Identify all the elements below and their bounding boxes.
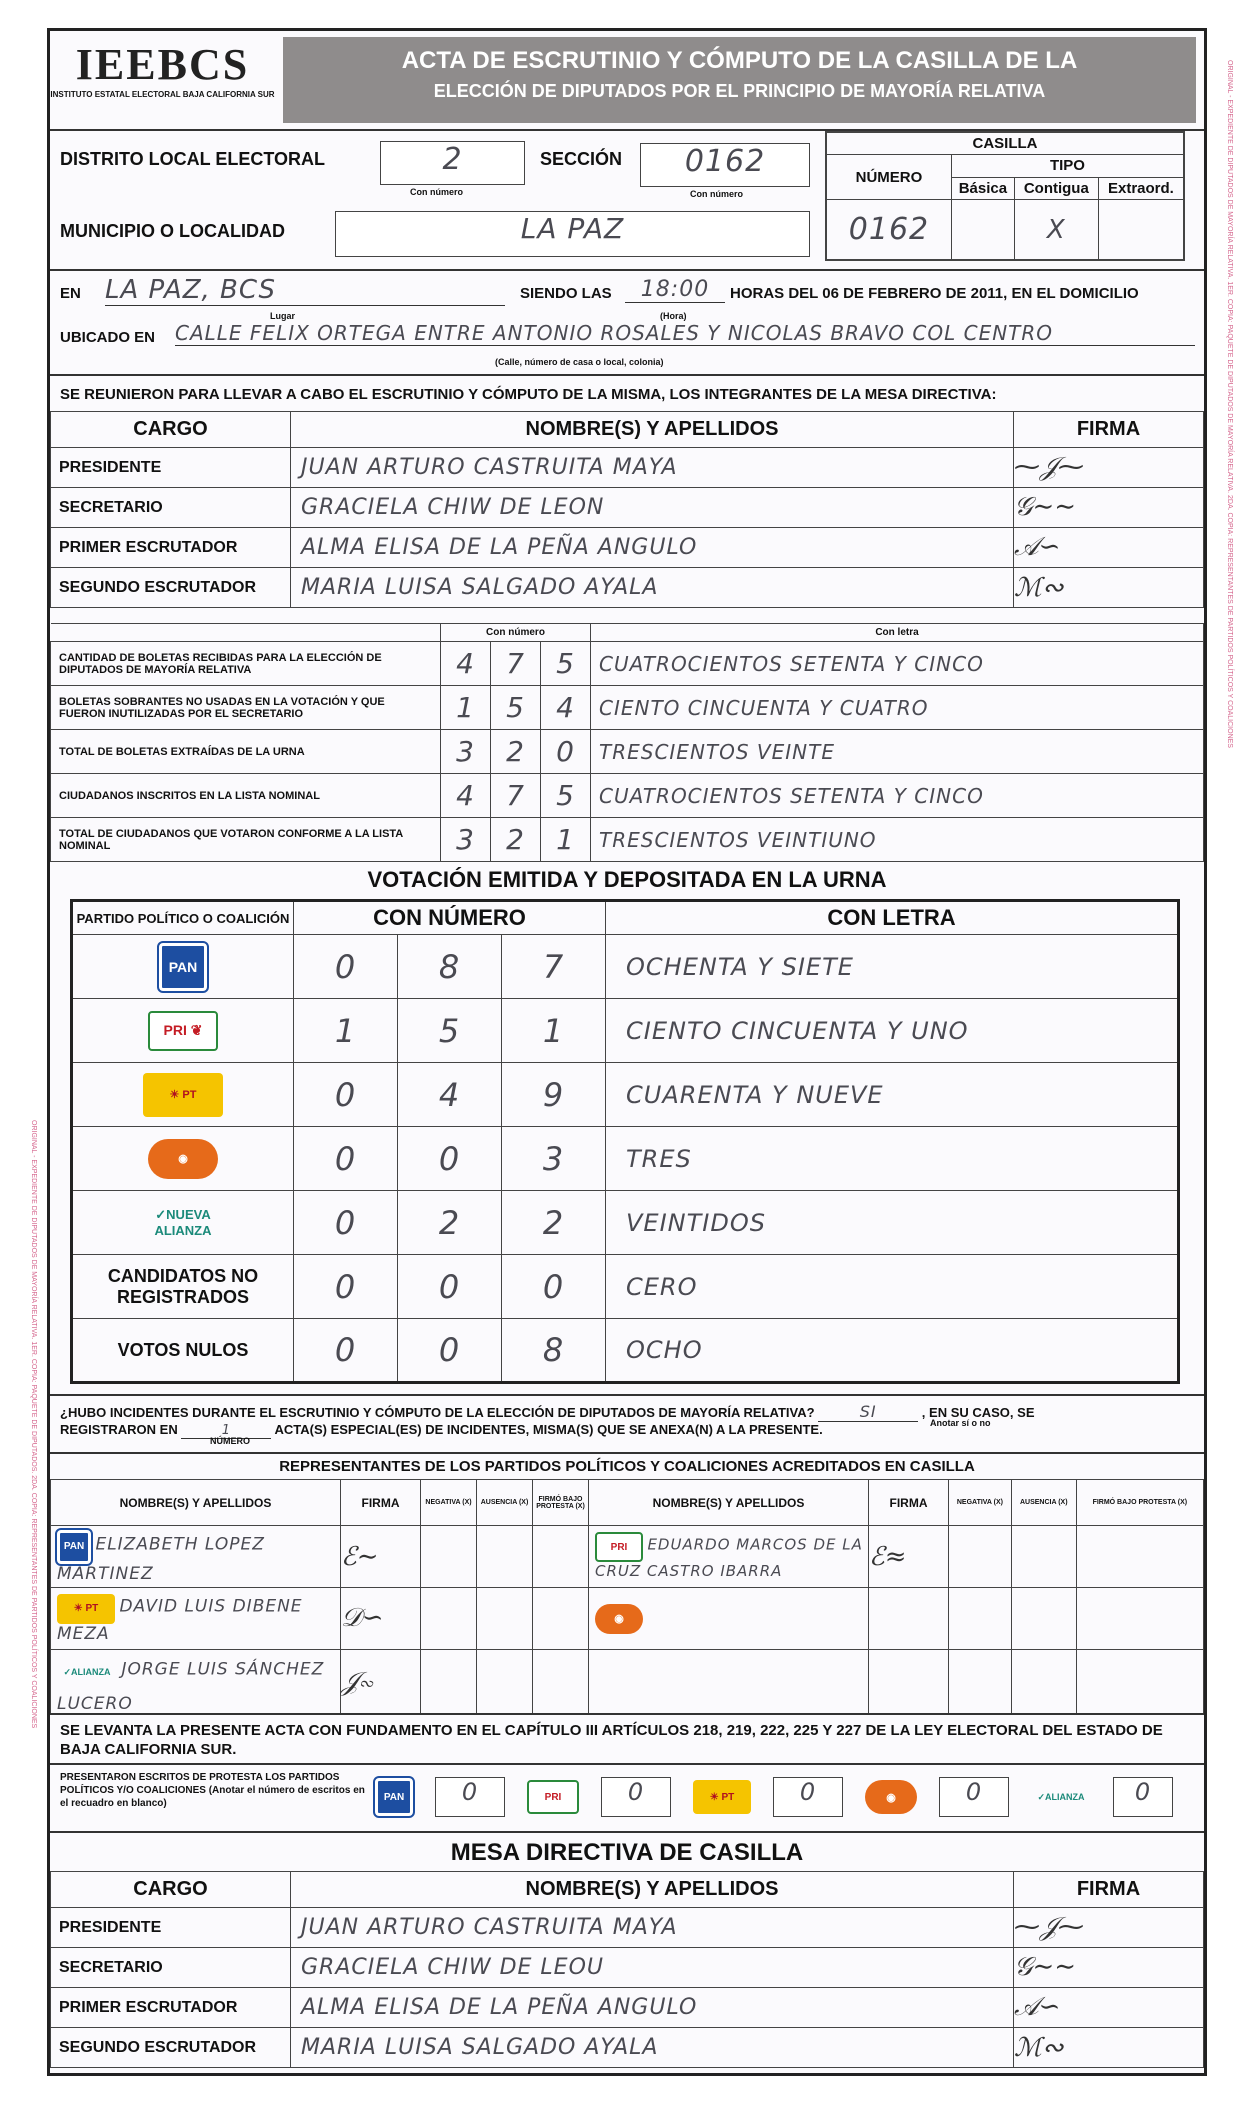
digit[interactable]: 1 — [441, 686, 491, 730]
hora-hint: (Hora) — [660, 311, 687, 321]
letra-cell[interactable]: OCHENTA Y SIETE — [606, 935, 1179, 999]
letra-cell[interactable]: TRESCIENTOS VEINTIUNO — [591, 818, 1204, 862]
boleta-label: CIUDADANOS INSCRITOS EN LA LISTA NOMINAL — [51, 774, 441, 818]
siendo-label: SIENDO LAS — [520, 285, 612, 302]
col-con-numero: CON NÚMERO — [294, 901, 606, 935]
document-title — [283, 37, 1196, 123]
boleta-label: TOTAL DE BOLETAS EXTRAÍDAS DE LA URNA — [51, 730, 441, 774]
letra-cell[interactable]: CUARENTA Y NUEVE — [606, 1063, 1179, 1127]
col-cargo: CARGO — [51, 1872, 291, 1908]
title-line-1: ACTA DE ESCRUTINIO Y CÓMPUTO DE LA CASILLA DE LA — [401, 47, 1078, 74]
col-ausencia: AUSENCIA (X) — [477, 1480, 533, 1526]
boletas-table — [50, 623, 1204, 862]
col-partido: PARTIDO POLÍTICO O COALICIÓN — [72, 901, 294, 935]
incidentes-section — [50, 1394, 1204, 1452]
signature — [869, 1588, 949, 1650]
side-notice-left: ORIGINAL - EXPEDIENTE DE DIPUTADOS DE MAYORÍA RELATIVA. 1ER. COPIA: PAQUETE DE DIPUTADOS. 2DA. COPIA: REPRESENTANTES DE PARTIDOS POLÍTICOS Y COALICIONES — [30, 1120, 37, 1729]
nueva-alianza-logo: ✓NUEVA ALIANZA — [154, 1207, 212, 1238]
answer-hint: Anotar sí o no — [930, 1418, 991, 1428]
side-notice-right: ORIGINAL - EXPEDIENTE DE DIPUTADOS DE MAYORÍA RELATIVA. 1ER. COPIA: PAQUETE DE DIPUTADOS DE MAYORÍA RELATIVA. 2DA. COPIA: REPRESENTANTES DE PARTIDOS POLÍTICOS Y COALICIONES — [1226, 60, 1233, 748]
digit[interactable]: 1 — [541, 818, 591, 862]
nombre-cell[interactable]: JUAN ARTURO CASTRUITA MAYA — [291, 448, 1014, 488]
protesta-count[interactable]: 0 — [601, 1777, 671, 1817]
nueva-alianza-logo: ✓ALIANZA — [63, 1666, 111, 1677]
check[interactable] — [477, 1650, 533, 1715]
signature: ℰ∼ — [341, 1526, 421, 1588]
no-registrados-label: CANDIDATOS NO REGISTRADOS — [72, 1255, 294, 1319]
rep-name[interactable]: DAVID LUIS DIBENE MEZA — [57, 1596, 303, 1644]
digit[interactable]: 0 — [294, 935, 398, 999]
digit[interactable]: 8 — [502, 1319, 606, 1383]
signature: 𝒢∼∼ — [1014, 1948, 1204, 1988]
incidentes-num[interactable]: 1 — [181, 1423, 271, 1439]
check[interactable] — [421, 1650, 477, 1715]
distrito-label: DISTRITO LOCAL ELECTORAL — [60, 149, 326, 169]
check[interactable] — [1076, 1588, 1203, 1650]
logo-mark: IEEBCS — [75, 40, 250, 89]
nueva-alianza-logo: ✓ALIANZA — [1037, 1791, 1085, 1802]
col-con-numero: Con número — [441, 624, 591, 642]
check[interactable] — [421, 1588, 477, 1650]
pri-verde-logo: PRI — [527, 1780, 579, 1814]
col-firma: FIRMA — [1014, 412, 1204, 448]
digit[interactable]: 4 — [441, 774, 491, 818]
tipo-contigua-check[interactable]: X — [1014, 200, 1098, 260]
digit[interactable]: 2 — [491, 730, 541, 774]
pan-logo: PAN — [159, 943, 207, 991]
casilla-numero-label: NÚMERO — [827, 155, 952, 200]
digit[interactable]: 7 — [502, 935, 606, 999]
nombre-cell[interactable]: GRACIELA CHIW DE LEOU — [291, 1948, 1014, 1988]
digit[interactable]: 0 — [294, 1127, 398, 1191]
mesa-table-top — [50, 411, 1204, 608]
digit[interactable]: 5 — [398, 999, 502, 1063]
cargo-cell: PRIMER ESCRUTADOR — [51, 1988, 291, 2028]
check[interactable] — [1011, 1588, 1076, 1650]
digit[interactable]: 8 — [398, 935, 502, 999]
lugar-hint: Lugar — [270, 311, 296, 321]
en-label: EN — [60, 285, 81, 302]
letra-cell[interactable]: OCHO — [606, 1319, 1179, 1383]
digit[interactable]: 4 — [541, 686, 591, 730]
col-cargo: CARGO — [51, 412, 291, 448]
pri-verde-logo: PRI — [595, 1532, 643, 1562]
pan-logo: PAN — [57, 1530, 91, 1564]
institute-logo — [50, 31, 275, 129]
casilla-tipo-label: TIPO — [951, 155, 1183, 177]
mesa-bottom-title: MESA DIRECTIVA DE CASILLA — [50, 1831, 1204, 1873]
casilla-title: CASILLA — [827, 133, 1184, 155]
digit[interactable]: 3 — [441, 730, 491, 774]
lugar-section — [50, 269, 1204, 369]
digit[interactable]: 1 — [294, 999, 398, 1063]
digit[interactable]: 0 — [294, 1255, 398, 1319]
incidentes-answer[interactable]: SI — [818, 1402, 918, 1422]
letra-cell[interactable]: CUATROCIENTOS SETENTA Y CINCO — [591, 774, 1204, 818]
cargo-cell: PRESIDENTE — [51, 1908, 291, 1948]
col-ausencia-2: AUSENCIA (X) — [1011, 1480, 1076, 1526]
pri-verde-logo: PRI ❦ — [148, 1011, 218, 1051]
col-protesta-2: FIRMÓ BAJO PROTESTA (X) — [1076, 1480, 1203, 1526]
letra-cell[interactable]: CERO — [606, 1255, 1179, 1319]
mesa-table-bottom — [50, 1871, 1204, 2068]
signature: 𝒥∾ — [341, 1650, 421, 1715]
seccion-hint: Con número — [690, 189, 743, 199]
digit[interactable]: 0 — [294, 1191, 398, 1255]
casilla-box — [825, 131, 1185, 261]
votacion-title: VOTACIÓN EMITIDA Y DEPOSITADA EN LA URNA — [367, 867, 887, 892]
prd-pt-logo: ☀ PT — [143, 1073, 223, 1117]
letra-cell[interactable]: VEINTIDOS — [606, 1191, 1179, 1255]
convergencia-logo: ◉ — [865, 1780, 917, 1814]
cargo-cell: SEGUNDO ESCRUTADOR — [51, 2028, 291, 2068]
digit[interactable]: 0 — [541, 730, 591, 774]
votacion-table — [70, 899, 1180, 1384]
signature: ⁓𝒥⁓ — [1014, 1908, 1204, 1948]
digit[interactable]: 7 — [491, 774, 541, 818]
nombre-cell[interactable]: MARIA LUISA SALGADO AYALA — [291, 568, 1014, 608]
check[interactable] — [533, 1650, 589, 1715]
rep-name[interactable]: ELIZABETH LOPEZ MARTINEZ — [57, 1534, 265, 1584]
col-firma: FIRMA — [1014, 1872, 1204, 1908]
digit[interactable]: 0 — [398, 1319, 502, 1383]
check[interactable] — [477, 1526, 533, 1588]
signature: 𝒢∼∼ — [1014, 488, 1204, 528]
incidentes-question: ¿HUBO INCIDENTES DURANTE EL ESCRUTINIO Y CÓMPUTO DE LA ELECCIÓN DE DIPUTADOS DE MAYORÍA RELATIVA? — [60, 1405, 815, 1420]
letra-cell[interactable]: CUATROCIENTOS SETENTA Y CINCO — [591, 642, 1204, 686]
convergencia-logo: ◉ — [595, 1604, 643, 1634]
signature: 𝒜∽ — [1014, 1988, 1204, 2028]
check[interactable] — [1011, 1650, 1076, 1715]
digit[interactable]: 7 — [491, 642, 541, 686]
letra-cell[interactable]: TRESCIENTOS VEINTE — [591, 730, 1204, 774]
col-nombres-2: NOMBRE(S) Y APELLIDOS — [589, 1480, 869, 1526]
boleta-label: TOTAL DE CIUDADANOS QUE VOTARON CONFORME A LA LISTA NOMINAL — [51, 818, 441, 862]
empty-cell — [869, 1650, 949, 1715]
seccion-field[interactable]: 0162 — [640, 143, 810, 187]
col-protesta: FIRMÓ BAJO PROTESTA (X) — [533, 1480, 589, 1526]
header — [50, 31, 1204, 131]
cargo-cell: PRIMER ESCRUTADOR — [51, 528, 291, 568]
seccion-label: SECCIÓN — [540, 149, 623, 169]
pan-logo: PAN — [375, 1778, 413, 1816]
protesta-count[interactable]: 0 — [435, 1777, 505, 1817]
tipo-contigua-label: Contigua — [1014, 177, 1098, 199]
letra-cell[interactable]: CIENTO CINCUENTA Y UNO — [606, 999, 1179, 1063]
col-firma-2: FIRMA — [869, 1480, 949, 1526]
cargo-cell: SEGUNDO ESCRUTADOR — [51, 568, 291, 608]
digit[interactable]: 3 — [441, 818, 491, 862]
fecha-text: HORAS DEL 06 DE FEBRERO DE 2011, EN EL DOMICILIO — [730, 285, 1139, 302]
tipo-basica-check[interactable] — [951, 200, 1014, 260]
digit[interactable]: 4 — [441, 642, 491, 686]
signature: ℰ≈ — [869, 1526, 949, 1588]
digit[interactable]: 0 — [398, 1255, 502, 1319]
digit[interactable]: 5 — [541, 774, 591, 818]
check[interactable] — [949, 1650, 1012, 1715]
registraron-label: REGISTRARON EN — [60, 1422, 178, 1437]
signature: 𝒜∽ — [1014, 528, 1204, 568]
nombre-cell[interactable]: ALMA ELISA DE LA PEÑA ANGULO — [291, 1988, 1014, 2028]
domicilio-field[interactable]: CALLE FELIX ORTEGA ENTRE ANTONIO ROSALES Y NICOLAS BRAVO COL CENTRO — [175, 321, 1195, 346]
protesta-section — [50, 1763, 1204, 1831]
protesta-count[interactable]: 0 — [1113, 1777, 1173, 1817]
col-negativa: NEGATIVA (X) — [421, 1480, 477, 1526]
check[interactable] — [1076, 1526, 1203, 1588]
check[interactable] — [1011, 1526, 1076, 1588]
col-nombres: NOMBRE(S) Y APELLIDOS — [291, 1872, 1014, 1908]
digit[interactable]: 5 — [491, 686, 541, 730]
rep-name[interactable]: JORGE LUIS SÁNCHEZ LUCERO — [57, 1659, 325, 1714]
digit[interactable]: 5 — [541, 642, 591, 686]
digit[interactable]: 0 — [502, 1255, 606, 1319]
digit[interactable]: 0 — [398, 1127, 502, 1191]
letra-cell[interactable]: TRES — [606, 1127, 1179, 1191]
acta-sheet — [47, 28, 1207, 2076]
signature: ⁓𝒥⁓ — [1014, 448, 1204, 488]
check[interactable] — [949, 1526, 1012, 1588]
signature: ℳ∾ — [1014, 568, 1204, 608]
hora-field[interactable]: 18:00 — [625, 277, 725, 303]
digit[interactable]: 3 — [502, 1127, 606, 1191]
digit[interactable]: 1 — [502, 999, 606, 1063]
fundamento-text: SE LEVANTA LA PRESENTE ACTA CON FUNDAMENTO EN EL CAPÍTULO III ARTÍCULOS 218, 219, 222, 225 Y 227 DE LA LEY ELECTORAL DEL ESTADO DE BAJA CALIFORNIA SUR. — [50, 1713, 1204, 1765]
distrito-hint: Con número — [410, 187, 463, 197]
col-con-letra: CON LETRA — [606, 901, 1179, 935]
votos-nulos-label: VOTOS NULOS — [72, 1319, 294, 1383]
digit[interactable]: 0 — [294, 1063, 398, 1127]
reunion-text: SE REUNIERON PARA LLEVAR A CABO EL ESCRUTINIO Y CÓMPUTO DE LA MISMA, LOS INTEGRANTES DE LA MESA DIRECTIVA: — [50, 374, 1204, 413]
boleta-label: CANTIDAD DE BOLETAS RECIBIDAS PARA LA ELECCIÓN DE DIPUTADOS DE MAYORÍA RELATIVA — [51, 642, 441, 686]
municipio-field[interactable]: LA PAZ — [335, 211, 810, 257]
ubicado-label: UBICADO EN — [60, 329, 156, 346]
check[interactable] — [477, 1588, 533, 1650]
empty-cell — [589, 1650, 869, 1715]
check[interactable] — [533, 1588, 589, 1650]
protesta-label: PRESENTARON ESCRITOS DE PROTESTA LOS PARTIDOS POLÍTICOS Y/O COALICIONES (Anotar el número de escritos en el recuadro en blanco) — [60, 1772, 365, 1809]
reps-title: REPRESENTANTES DE LOS PARTIDOS POLÍTICOS Y COALICIONES ACREDITADOS EN CASILLA — [50, 1452, 1204, 1479]
protesta-count[interactable]: 0 — [773, 1777, 843, 1817]
digit[interactable]: 2 — [491, 818, 541, 862]
nombre-cell[interactable]: JUAN ARTURO CASTRUITA MAYA — [291, 1908, 1014, 1948]
protesta-count[interactable]: 0 — [939, 1777, 1009, 1817]
tipo-extraord-label: Extraord. — [1098, 177, 1183, 199]
check[interactable] — [421, 1526, 477, 1588]
distrito-field[interactable]: 2 — [380, 141, 525, 185]
num-hint: NÚMERO — [210, 1436, 250, 1446]
title-line-2: ELECCIÓN DE DIPUTADOS POR EL PRINCIPIO DE MAYORÍA RELATIVA — [433, 81, 1046, 101]
incidentes-rest: ACTA(S) ESPECIAL(ES) DE INCIDENTES, MISMA(S) QUE SE ANEXA(N) A LA PRESENTE. — [274, 1422, 823, 1437]
col-firma: FIRMA — [341, 1480, 421, 1526]
casilla-numero-value[interactable]: 0162 — [827, 200, 952, 260]
signature: 𝒟∽ — [341, 1588, 421, 1650]
logo-subtitle: INSTITUTO ESTATAL ELECTORAL BAJA CALIFORNIA SUR — [50, 90, 275, 99]
digit[interactable]: 9 — [502, 1063, 606, 1127]
check[interactable] — [533, 1526, 589, 1588]
digit[interactable]: 2 — [398, 1191, 502, 1255]
rep-name[interactable]: EDUARDO MARCOS DE LA CRUZ CASTRO IBARRA — [595, 1535, 863, 1580]
col-con-letra: Con letra — [591, 624, 1204, 642]
prd-pt-logo: ☀ PT — [693, 1780, 751, 1814]
col-negativa-2: NEGATIVA (X) — [949, 1480, 1012, 1526]
letra-cell[interactable]: CIENTO CINCUENTA Y CUATRO — [591, 686, 1204, 730]
reps-table — [50, 1479, 1204, 1715]
col-nombres: NOMBRE(S) Y APELLIDOS — [51, 1480, 341, 1526]
convergencia-logo: ◉ — [148, 1139, 218, 1179]
nombre-cell[interactable]: MARIA LUISA SALGADO AYALA — [291, 2028, 1014, 2068]
nombre-cell[interactable]: ALMA ELISA DE LA PEÑA ANGULO — [291, 528, 1014, 568]
nombre-cell[interactable]: GRACIELA CHIW DE LEON — [291, 488, 1014, 528]
col-nombres: NOMBRE(S) Y APELLIDOS — [291, 412, 1014, 448]
digit[interactable]: 2 — [502, 1191, 606, 1255]
tipo-extraord-check[interactable] — [1098, 200, 1183, 260]
digit[interactable]: 4 — [398, 1063, 502, 1127]
cargo-cell: SECRETARIO — [51, 1948, 291, 1988]
prd-pt-logo: ☀ PT — [57, 1594, 115, 1624]
incidentes-en-su-caso: , EN SU CASO, SE — [921, 1405, 1035, 1420]
boleta-label: BOLETAS SOBRANTES NO USADAS EN LA VOTACIÓN Y QUE FUERON INUTILIZADAS POR EL SECRETARIO — [51, 686, 441, 730]
cargo-cell: PRESIDENTE — [51, 448, 291, 488]
signature: ℳ∾ — [1014, 2028, 1204, 2068]
digit[interactable]: 0 — [294, 1319, 398, 1383]
check[interactable] — [949, 1588, 1012, 1650]
lugar-field[interactable]: LA PAZ, BCS — [105, 275, 505, 306]
check[interactable] — [1076, 1650, 1203, 1715]
cargo-cell: SECRETARIO — [51, 488, 291, 528]
domicilio-hint: (Calle, número de casa o local, colonia) — [495, 357, 664, 367]
tipo-basica-label: Básica — [951, 177, 1014, 199]
municipio-label: MUNICIPIO O LOCALIDAD — [60, 221, 285, 241]
